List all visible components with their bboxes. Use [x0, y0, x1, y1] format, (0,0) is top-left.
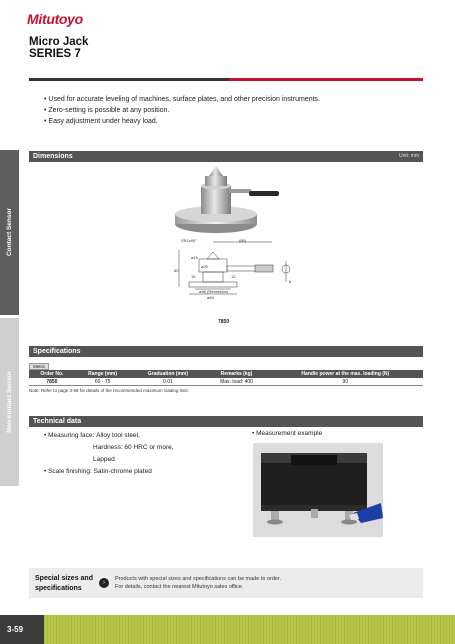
- feature-list: [44, 94, 320, 127]
- technical-drawing: [179, 242, 290, 294]
- page-number: 3-59: [0, 615, 44, 644]
- scale-finishing-value: Satin-chrome plated: [93, 468, 152, 475]
- dim-label: 8: [289, 279, 292, 284]
- title-line-2: SERIES 7: [29, 48, 81, 60]
- measuring-face-key: • Measuring face:: [44, 430, 94, 442]
- table-cell: 60 - 75: [75, 378, 131, 386]
- special-text-line: Products with special sizes and specifications can be made to order.: [115, 576, 282, 582]
- side-tab-label: Non-contact Sensor: [6, 371, 13, 433]
- column-header: Handle power at the max. loading (N): [268, 370, 423, 378]
- technical-heading-text: Technical data: [33, 418, 82, 425]
- table-header-row: [29, 370, 423, 378]
- dimensions-heading-text: Dimensions: [33, 153, 73, 160]
- title-divider: [29, 78, 423, 81]
- dim-label: 12: [231, 274, 236, 279]
- column-header: Remarks (kg): [205, 370, 267, 378]
- metric-tag: Metric: [29, 363, 49, 370]
- feature-item: • Zero-setting is possible at any position.: [44, 105, 320, 116]
- lapped-value: Lapped: [93, 456, 115, 463]
- specifications-heading: [29, 346, 423, 357]
- spec-note: Note: Refer to page 3-68 for details of the recommended maximum loading limit.: [29, 388, 189, 393]
- side-tab-contact-sensor[interactable]: [0, 150, 19, 315]
- measuring-face-value: Alloy tool steel,: [96, 432, 140, 439]
- technical-data-list: [44, 430, 174, 478]
- mitutoyo-logo: Mitutoyo: [27, 11, 83, 27]
- title-line-1: Micro Jack: [29, 36, 89, 48]
- special-description: [115, 575, 281, 591]
- column-header: Range (mm): [75, 370, 131, 378]
- dim-label: (85): [239, 238, 247, 243]
- table-row: [29, 378, 423, 386]
- table-cell: Max. load: 400: [205, 378, 267, 386]
- special-title: [35, 574, 93, 594]
- feature-item: • Easy adjustment under heavy load.: [44, 116, 320, 127]
- hardness-value: Hardness: 60 HRC or more,: [93, 444, 174, 451]
- feature-item: • Used for accurate leveling of machines, surface plates, and other precision instruments.: [44, 94, 320, 105]
- dim-label: ø64: [207, 295, 214, 300]
- specifications-heading-text: Specifications: [33, 348, 81, 355]
- dim-label: 60: [174, 268, 179, 273]
- side-tab-label: Contact Sensor: [6, 208, 13, 257]
- page-title: [29, 36, 88, 60]
- table-cell: 90: [268, 378, 423, 386]
- dim-label: ø15: [191, 255, 198, 260]
- dimension-drawings: [29, 162, 423, 332]
- model-number-label: 7850: [218, 319, 230, 325]
- table-cell: 0.01: [130, 378, 205, 386]
- side-tab-noncontact-sensor[interactable]: [0, 318, 19, 486]
- special-title-line: specifications: [35, 585, 82, 592]
- dim-label: ø46 (Recession): [199, 289, 229, 294]
- table-cell: 7850: [29, 378, 75, 386]
- product-photo: [175, 166, 279, 233]
- drawing-labels: [174, 238, 292, 300]
- footer-bar: [0, 615, 455, 644]
- special-title-line: Special sizes and: [35, 575, 93, 582]
- measurement-example-label: • Measurement example: [252, 430, 322, 437]
- special-sizes-box: [29, 568, 423, 598]
- scale-finishing-key: • Scale finishing:: [44, 466, 92, 478]
- dim-label: ø20: [201, 264, 208, 269]
- column-header: Order No.: [29, 370, 75, 378]
- dimensions-heading: [29, 151, 423, 162]
- unit-label: Unit: mm: [399, 153, 419, 159]
- special-text-line: For details, contact the nearest Mitutoyo sales office.: [115, 584, 244, 590]
- column-header: Graduation (mm): [130, 370, 205, 378]
- measurement-example-photo: [253, 443, 383, 537]
- dim-label: 15: [191, 274, 196, 279]
- technical-data-heading: [29, 416, 423, 427]
- specifications-table: [29, 370, 423, 386]
- chevron-right-icon: ›: [99, 578, 109, 588]
- dim-label: SR1x90°: [181, 238, 197, 243]
